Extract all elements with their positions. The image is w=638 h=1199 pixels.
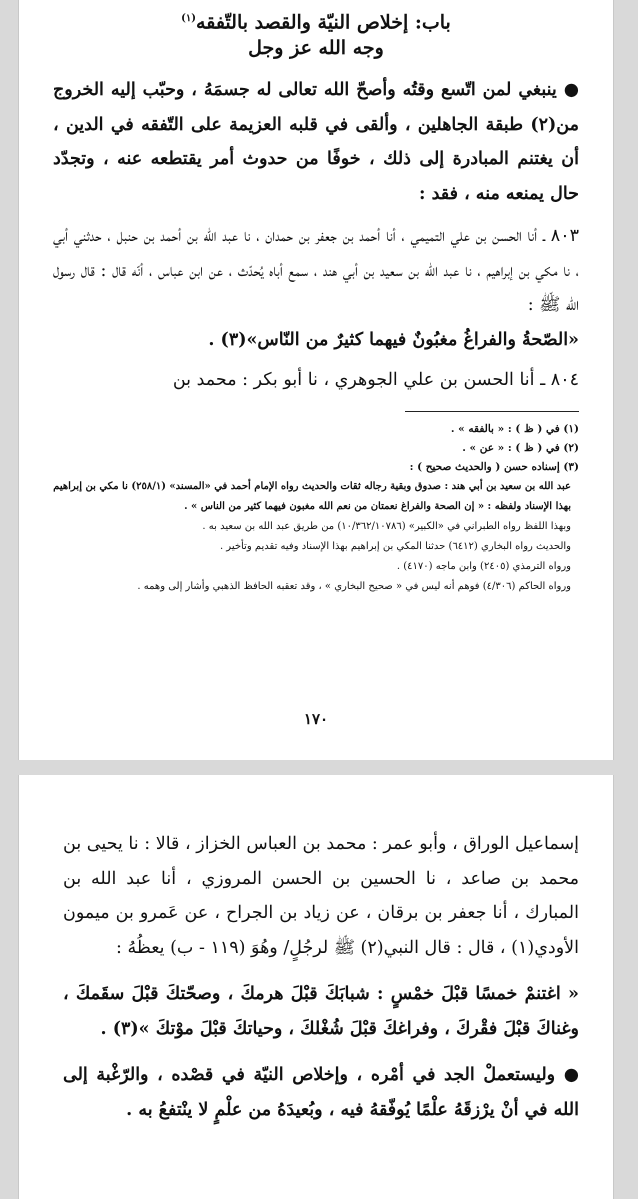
- footnote-3-note-1: عبد الله بن سعيد بن أبي هند : صدوق وبقية رجاله ثقات والحديث رواه الإمام أحمد في «المسند» (٢٥٨/١) نا مكي بن إبراهيم بهذا الإسناد ولفظه : « إن الصحة والفراغ نعمتان من نعم الله مغبون فيهما كثير من الناس » .: [53, 481, 571, 513]
- hadith-803-text: «الصّحةُ والفراغُ مغبُونٌ فيهما كثيرٌ من النّاس»(٣) .: [208, 329, 579, 350]
- footnote-3-note-5: ورواه الحاكم (٤/٣٠٦) فوهم أنه ليس في « صحيح البخاري » ، وقد تعقبه الحافظ الذهبي وأشار إلى وهمه .: [137, 581, 571, 593]
- footnote-1: (١) في ( ظ ) : « بالفقه » .: [450, 423, 579, 436]
- hadith-803: ٨٠٣ ـ أنا الحسن بن علي التميمي ، أنا أحمد بن جعفر بن حمدان ، نا عبد الله بن أحمد بن حنبل ، حدثني أبي ، نا مكي بن إبراهيم ، نا عبد الله بن سعيد بن أبي هند ، سمع أباه يُحدّث ، عن ابن عباس ، أنّه قال : قال رسول الله ﷺ :: [53, 226, 579, 316]
- footnote-mark: (١): [181, 13, 197, 24]
- hadith-five-before-five: « اغتنمْ خمسًا قبْلَ خمْسٍ : شبابَكَ قبْلَ هرمكَ ، وصحّتكَ قبْلَ سقَمكَ ، وغناكَ قبْلَ فقْركَ ، وفراغكَ قبْلَ شُغْلكَ ، وحياتكَ قبْلَ موْتكَ »(٣) .: [63, 984, 579, 1039]
- footnote-3-note-3: والحديث رواه البخاري (٦٤١٢) حدثنا المكي بن إبراهيم بهذا الإسناد وفيه تقديم وتأخير .: [219, 541, 571, 553]
- chapter-heading: باب: إخلاص النيّة والقصد بالتّفقه$^{(١)}$: [181, 11, 451, 34]
- intro-paragraph: ● ينبغي لمن اتّسع وقتُه وأصحّ الله تعالى له جسمَهُ ، وحبّب إليه الخروج من(٢) طبقة الجاهلين ، وألقى في قلبه العزيمة على التّفقه في الدين ، أن يغتنم المبادرة إلى ذلك ، خوفًا من حدوث أمر يقتطعه عنه ، وتجدّد حال يمنعه منه ، فقد :: [53, 80, 579, 204]
- book-page-top: [18, 0, 614, 760]
- isnad-paragraph: إسماعيل الوراق ، وأبو عمر : محمد بن العباس الخزاز ، قالا : نا يحيى بن محمد بن صاعد ، نا الحسين بن الحسن المروزي ، أنا عبد الله بن المبارك ، أنا جعفر بن برقان ، عن زياد بن الجراح ، عن عَمرو بن ميمون الأودي(١) ، قال : قال النبي(٢) ﷺ لرجُلٍ/ وهُوَ (١١٩ - ب) يعظُهُ :: [63, 834, 579, 958]
- footnote-3-note-2: وبهذا اللفظ رواه الطبراني في «الكبير» (١٠/٣٦٢/١٠٧٨٦) من طريق عبد الله بن سعيد به .: [202, 521, 571, 533]
- footnote-3: (٣) إسناده حسن ( والحديث صحيح ) :: [409, 461, 579, 474]
- footnote-2: (٢) في ( ظ ) : « عن » .: [462, 442, 579, 455]
- page-number: ١٧٠: [303, 710, 329, 728]
- footnote-3-note-4: ورواه الترمذي (٢٤٠٥) وابن ماجه (٤١٧٠) .: [396, 561, 571, 573]
- footnote-divider: [405, 411, 579, 412]
- chapter-heading-line2: وجه الله عز وجل: [248, 37, 384, 60]
- hadith-804: ٨٠٤ ـ أنا الحسن بن علي الجوهري ، نا أبو بكر : محمد بن: [172, 369, 579, 390]
- closing-paragraph: ● وليستعملْ الجد في أمْره ، وإخلاص النيّة في قصْده ، والرّغْبة إلى الله في أنْ يرْزقَهُ علْمًا يُوفّقهُ فيه ، وبُعيدَهُ من علْمٍ لا ينْتفعُ به .: [63, 1065, 579, 1120]
- book-page-bottom: [18, 775, 614, 1199]
